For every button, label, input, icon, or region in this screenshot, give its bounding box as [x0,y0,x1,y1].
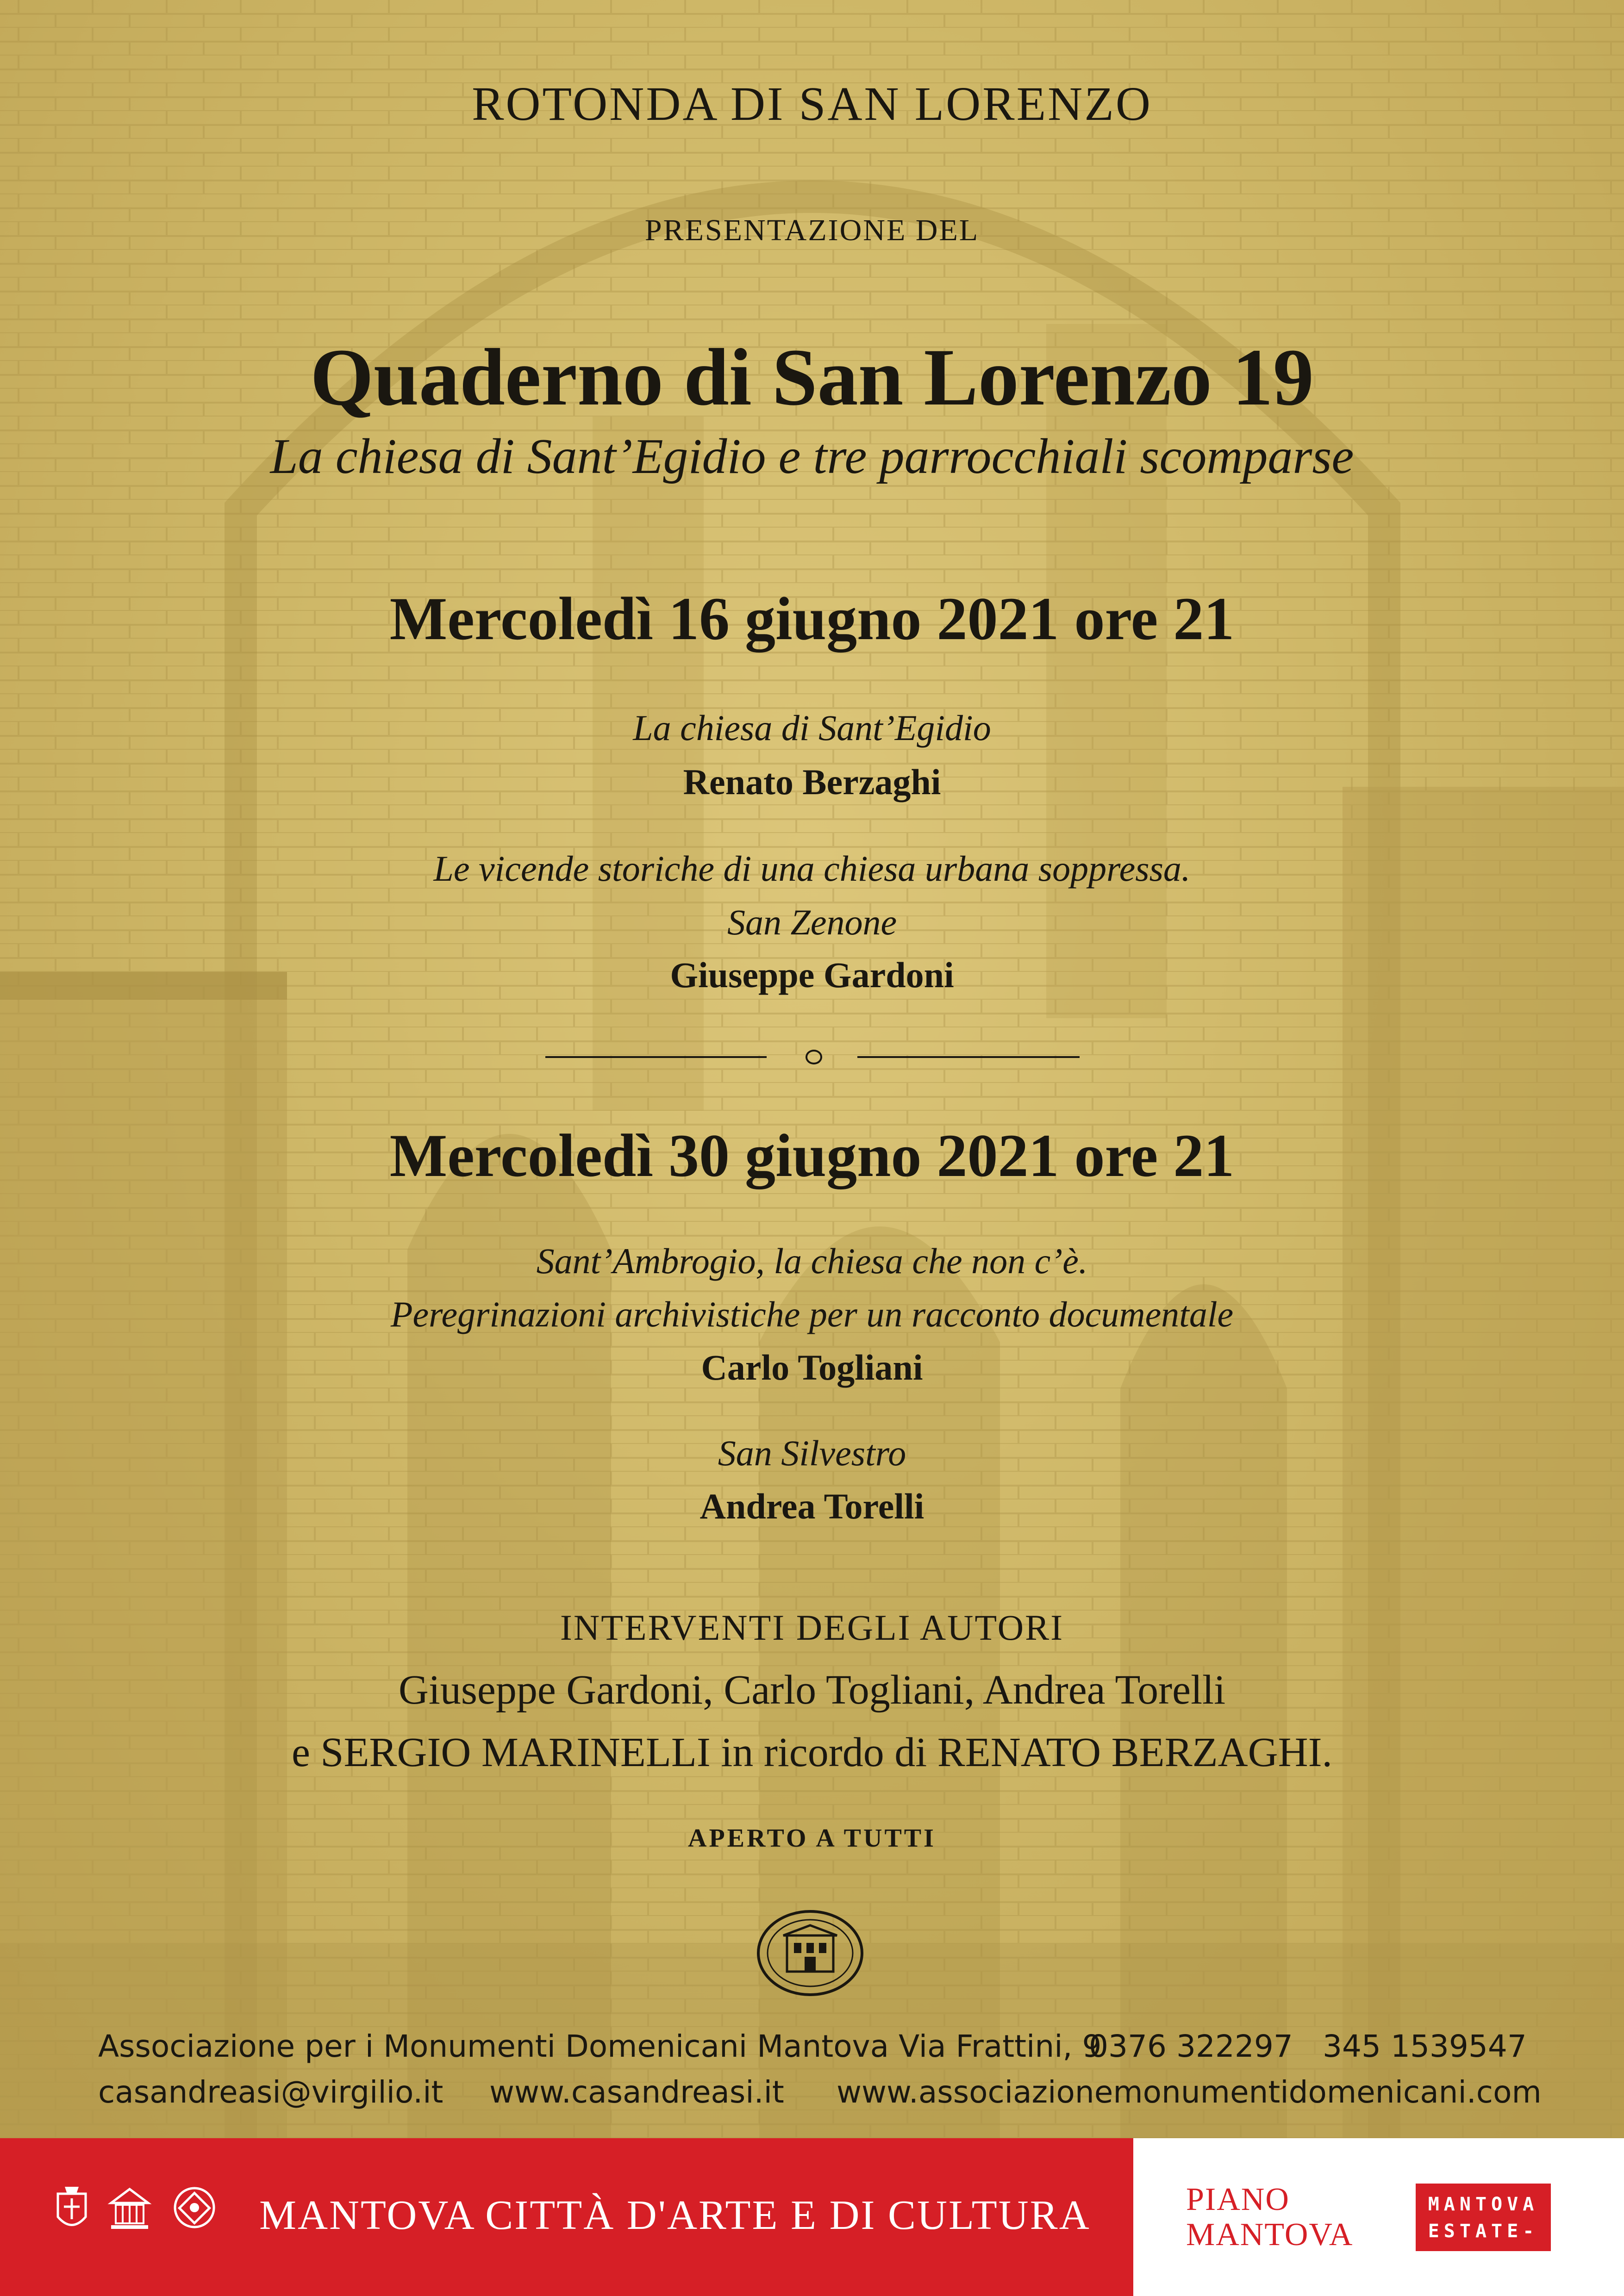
website-casandreasi-link[interactable]: www.casandreasi.it [489,2074,784,2110]
phone-landline: 0376 322297 [1089,2028,1293,2064]
comune-di-mantova-crest-icon [51,2184,93,2240]
city-banner-title: MANTOVA CITTÀ D'ARTE E DI CULTURA [259,2192,1091,2238]
event1-talk2-speaker: Giuseppe Gardoni [670,955,954,995]
separator-line-left [545,1056,767,1058]
event2-talk1-title-line1: Sant’Ambrogio, la chiesa che non c’è. [536,1241,1088,1281]
event1-talk1-speaker: Renato Berzaghi [683,762,941,802]
piano-mantova-logo [1186,2182,1353,2252]
phone-mobile: 345 1539547 [1323,2028,1527,2064]
authors-heading: INTERVENTI DEGLI AUTORI [560,1607,1064,1648]
contact-row-1 [98,2028,1529,2066]
event1-talk1-title: La chiesa di Sant’Egidio [633,708,991,748]
contact-row-2 [98,2074,1542,2111]
event2-talk2-title: San Silvestro [718,1433,906,1473]
mantova-estate-logo [1416,2184,1551,2251]
event2-talk1-title-line2: Peregrinazioni archivistiche per un racconto documentale [390,1294,1234,1334]
association-address: Associazione per i Monumenti Domenicani Mantova Via Frattini, 9 [98,2028,1102,2064]
book-title: Quaderno di San Lorenzo 19 [310,332,1314,423]
event1-talk2-title-line2: San Zenone [727,902,897,942]
separator-ornament [806,1050,822,1064]
email-link[interactable]: casandreasi@virgilio.it [98,2074,443,2110]
separator-line-right [857,1056,1080,1058]
presentation-label: PRESENTAZIONE DEL [644,213,980,247]
unesco-emblem-icon [106,2184,153,2240]
piano-logo-line1: PIANO [1186,2182,1290,2217]
event2-talk1-speaker: Carlo Togliani [701,1347,923,1388]
piano-logo-line2: MANTOVA [1186,2217,1354,2252]
open-to-all-label: APERTO A TUTTI [688,1824,936,1853]
association-seal-icon [755,1907,866,1999]
authors-line1: Giuseppe Gardoni, Carlo Togliani, Andrea Torelli [398,1667,1226,1713]
estate-logo-line1: MANTOVA [1428,2194,1539,2215]
footer-bar [0,2138,1624,2296]
event1-talk2-title-line1: Le vicende storiche di una chiesa urbana soppressa. [433,848,1191,889]
event2-date: Mercoledì 30 giugno 2021 ore 21 [389,1121,1235,1189]
authors-line2: e SERGIO MARINELLI in ricordo di RENATO BERZAGHI. [291,1730,1333,1775]
book-subtitle: La chiesa di Sant’Egidio e tre parrocchiali scomparse [270,429,1354,484]
venue-heading: ROTONDA DI SAN LORENZO [472,77,1152,131]
event2-talk2-speaker: Andrea Torelli [700,1486,924,1526]
estate-logo-line2: ESTATE- [1428,2221,1539,2242]
heritage-site-emblem-icon [169,2184,220,2240]
event1-date: Mercoledì 16 giugno 2021 ore 21 [389,585,1235,653]
footer-red-band [0,2138,1133,2296]
website-association-link[interactable]: www.associazionemonumentidomenicani.com [837,2074,1542,2110]
